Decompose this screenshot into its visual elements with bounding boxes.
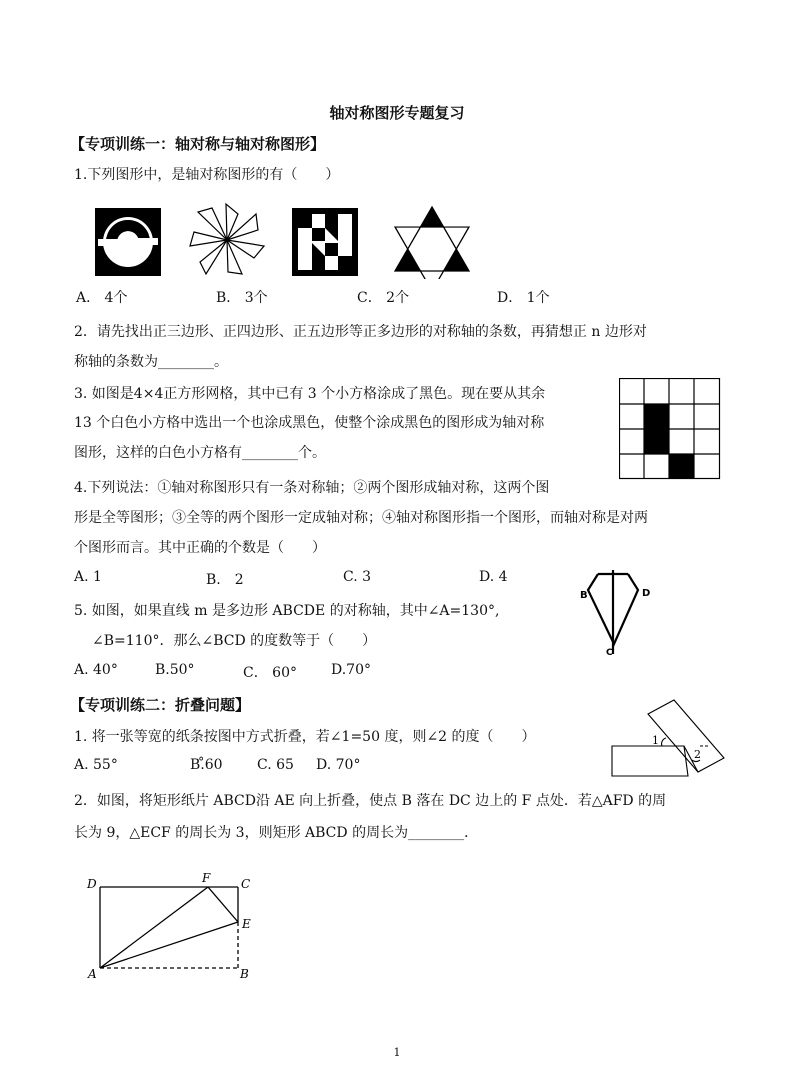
rect-label-f: F xyxy=(202,871,211,885)
q5-option-a: A. 40° xyxy=(74,662,118,678)
s2-q1-option-c: C. 65 xyxy=(257,757,294,773)
q5-line1: 5. 如图，如果直线 m 是多边形 ABCDE 的对称轴，其中∠A=130°, xyxy=(74,603,500,619)
q2-line2: 称轴的条数为________。 xyxy=(74,354,228,370)
q4-line2: 形是全等图形；③全等的两个图形一定成轴对称；④轴对称图形指一个图形，而轴对称是对两 xyxy=(74,510,648,526)
rect-label-a: A xyxy=(88,967,97,980)
q5-option-d: D.70° xyxy=(331,662,371,678)
q3-line1: 3. 如图是4×4正方形网格，其中已有 3 个小方格涂成了黑色。现在要从其余 xyxy=(74,386,546,402)
page-title: 轴对称图形专题复习 xyxy=(329,104,465,122)
s2-q1-option-b: B.̊60 xyxy=(190,757,223,773)
q1-option-d: D． 1个 xyxy=(497,290,550,306)
folded-strip-figure xyxy=(608,696,726,778)
q5-line2: ∠B=110°．那么∠BCD 的度数等于（ ） xyxy=(92,633,377,649)
q2-line1: 2．请先找出正三边形、正四边形、正五边形等正多边形的对称轴的条数，再猜想正 n 边形对 xyxy=(74,324,647,340)
rect-label-c: C xyxy=(241,877,251,891)
q4-option-c: C. 3 xyxy=(343,569,372,585)
section1-heading: 【专项训练一：轴对称与轴对称图形】 xyxy=(70,135,326,153)
q4-option-b: B. 2 xyxy=(206,572,244,588)
fold-angle-1-label: 1 xyxy=(652,734,659,747)
rect-label-b: B xyxy=(240,967,249,980)
page-number: 1 xyxy=(393,1046,401,1059)
q4-line3: 个图形而言。其中正确的个数是（ ） xyxy=(74,540,326,556)
q4-line1: 4.下列说法：①轴对称图形只有一条对称轴；②两个图形成轴对称，这两个图 xyxy=(74,480,550,496)
rect-label-e: E xyxy=(242,917,251,931)
q5-polygon-figure xyxy=(576,566,666,656)
section2-heading: 【专项训练二：折叠问题】 xyxy=(70,696,251,714)
q4-option-a: A. 1 xyxy=(74,569,102,585)
q4-option-d: D. 4 xyxy=(479,569,508,585)
q1-figure-b xyxy=(186,200,268,280)
q5-option-c: C． 60° xyxy=(243,665,297,681)
s2-q1-stem: 1. 将一张等宽的纸条按图中方式折叠，若∠1=50 度，则∠2 的度（ ） xyxy=(74,729,536,745)
s2-q2-line1: 2．如图，将矩形纸片 ABCD沿 AE 向上折叠，使点 B 落在 DC 边上的 F 点处．若△AFD 的周 xyxy=(74,793,667,809)
q1-figure-a xyxy=(95,208,161,276)
q5-label-b: B xyxy=(580,590,588,601)
fold-angle-2-label: 2 xyxy=(694,748,701,761)
q1-stem: 1.下列图形中，是轴对称图形的有（ ） xyxy=(74,167,340,183)
q5-option-b: B.50° xyxy=(155,662,195,678)
q1-option-c: C． 2个 xyxy=(357,290,410,306)
q3-line2: 13 个白色小方格中选出一个也涂成黑色，使整个涂成黑色的图形成为轴对称 xyxy=(74,415,545,431)
q1-figure-d xyxy=(393,205,471,279)
q1-option-b: B． 3个 xyxy=(216,290,268,306)
rectangle-fold-figure xyxy=(86,868,262,980)
s2-q1-option-d: D. 70° xyxy=(316,757,361,773)
q1-option-a: A． 4个 xyxy=(76,290,128,306)
s2-q2-line2: 长为 9，△ECF 的周长为 3，则矩形 ABCD 的周长为________． xyxy=(74,825,479,841)
q1-figure-c xyxy=(292,208,358,276)
q3-line3: 图形，这样的白色小方格有________个。 xyxy=(74,445,326,461)
q5-label-d: D xyxy=(642,588,651,599)
q5-label-c: C xyxy=(606,648,613,656)
rect-label-d: D xyxy=(87,877,97,891)
s2-q1-option-a: A. 55° xyxy=(74,757,118,773)
q3-grid-figure xyxy=(619,378,721,480)
